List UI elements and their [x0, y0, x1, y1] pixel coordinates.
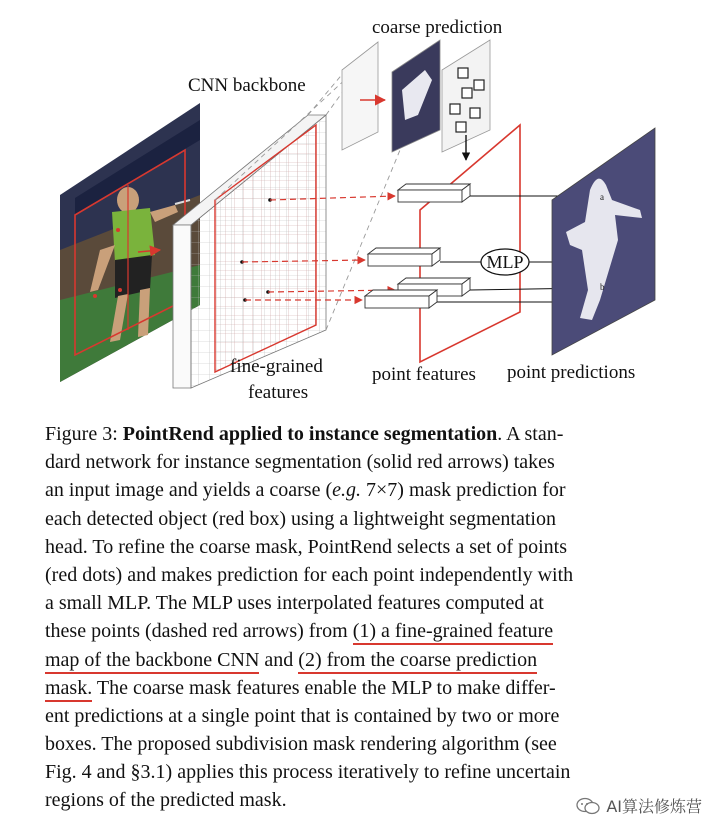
caption-line-7: a small MLP. The MLP uses interpolated features computed at: [45, 592, 544, 615]
label-point-predictions: point predictions: [507, 362, 636, 383]
watermark-text: AI算法修炼营: [606, 797, 702, 816]
label-point-features: point features: [372, 364, 476, 385]
caption-text: and: [259, 648, 299, 671]
caption-title: PointRend applied to instance segmentation: [122, 423, 498, 445]
caption-line-5: head. To refine the coarse mask, PointRend selects a set of points: [45, 535, 567, 558]
caption-line-12: boxes. The proposed subdivision mask rendering algorithm (see: [45, 733, 557, 756]
watermark: [576, 794, 702, 817]
caption-line-3: [45, 476, 655, 504]
point-predictions-mask: [507, 128, 655, 383]
feature-vectors: [365, 184, 470, 308]
label-cnn-backbone: CNN backbone: [188, 75, 306, 96]
caption-line-13: Fig. 4 and §3.1) applies this process iteratively to refine uncertain: [45, 761, 571, 784]
wechat-icon: [576, 797, 600, 815]
caption-text: . A stan-: [497, 423, 564, 445]
caption-text: The coarse mask features enable the MLP to make differ-: [92, 676, 556, 699]
caption-line-11: ent predictions at a single point that is contained by two or more: [45, 704, 560, 727]
annotation-a: a: [600, 192, 604, 202]
caption-line-6: (red dots) and makes prediction for each point independently with: [45, 563, 574, 586]
caption-line-8: [45, 617, 655, 645]
feature-vector: [398, 184, 470, 202]
feature-vector: [368, 248, 440, 266]
caption-italic: e.g.: [332, 479, 362, 502]
label-fine-grained-2: features: [248, 382, 309, 403]
caption-text: these points (dashed red arrows) from: [45, 620, 353, 643]
annotation-b: b: [600, 282, 605, 292]
fine-grained-feature-map: [215, 125, 323, 403]
caption-line-10: [45, 674, 655, 702]
figure-number: Figure 3:: [45, 423, 118, 445]
pointrend-figure: [0, 0, 720, 410]
caption-line-2: dard network for instance segmentation (solid red arrows) takes: [45, 451, 555, 474]
coarse-prediction: [342, 17, 503, 160]
caption-line-14: regions of the predicted mask.: [45, 789, 287, 812]
caption-text: 7×7) mask prediction for: [361, 479, 566, 502]
label-mlp: MLP: [486, 252, 524, 272]
label-coarse-prediction: coarse prediction: [372, 17, 503, 38]
label-fine-grained-1: fine-grained: [230, 356, 323, 377]
caption-line-4: each detected object (red box) using a lightweight segmentation: [45, 507, 556, 530]
caption-line-1: [45, 420, 655, 448]
figure-caption: [45, 420, 655, 815]
underlined-phrase: (1) a fine-grained feature: [353, 620, 553, 645]
feature-vector: [365, 290, 437, 308]
underlined-phrase: mask.: [45, 677, 92, 702]
underlined-phrase: (2) from the coarse prediction: [298, 649, 537, 674]
underlined-phrase: map of the backbone CNN: [45, 649, 259, 674]
caption-text: an input image and yields a coarse (: [45, 479, 333, 502]
caption-line-9: [45, 646, 655, 674]
